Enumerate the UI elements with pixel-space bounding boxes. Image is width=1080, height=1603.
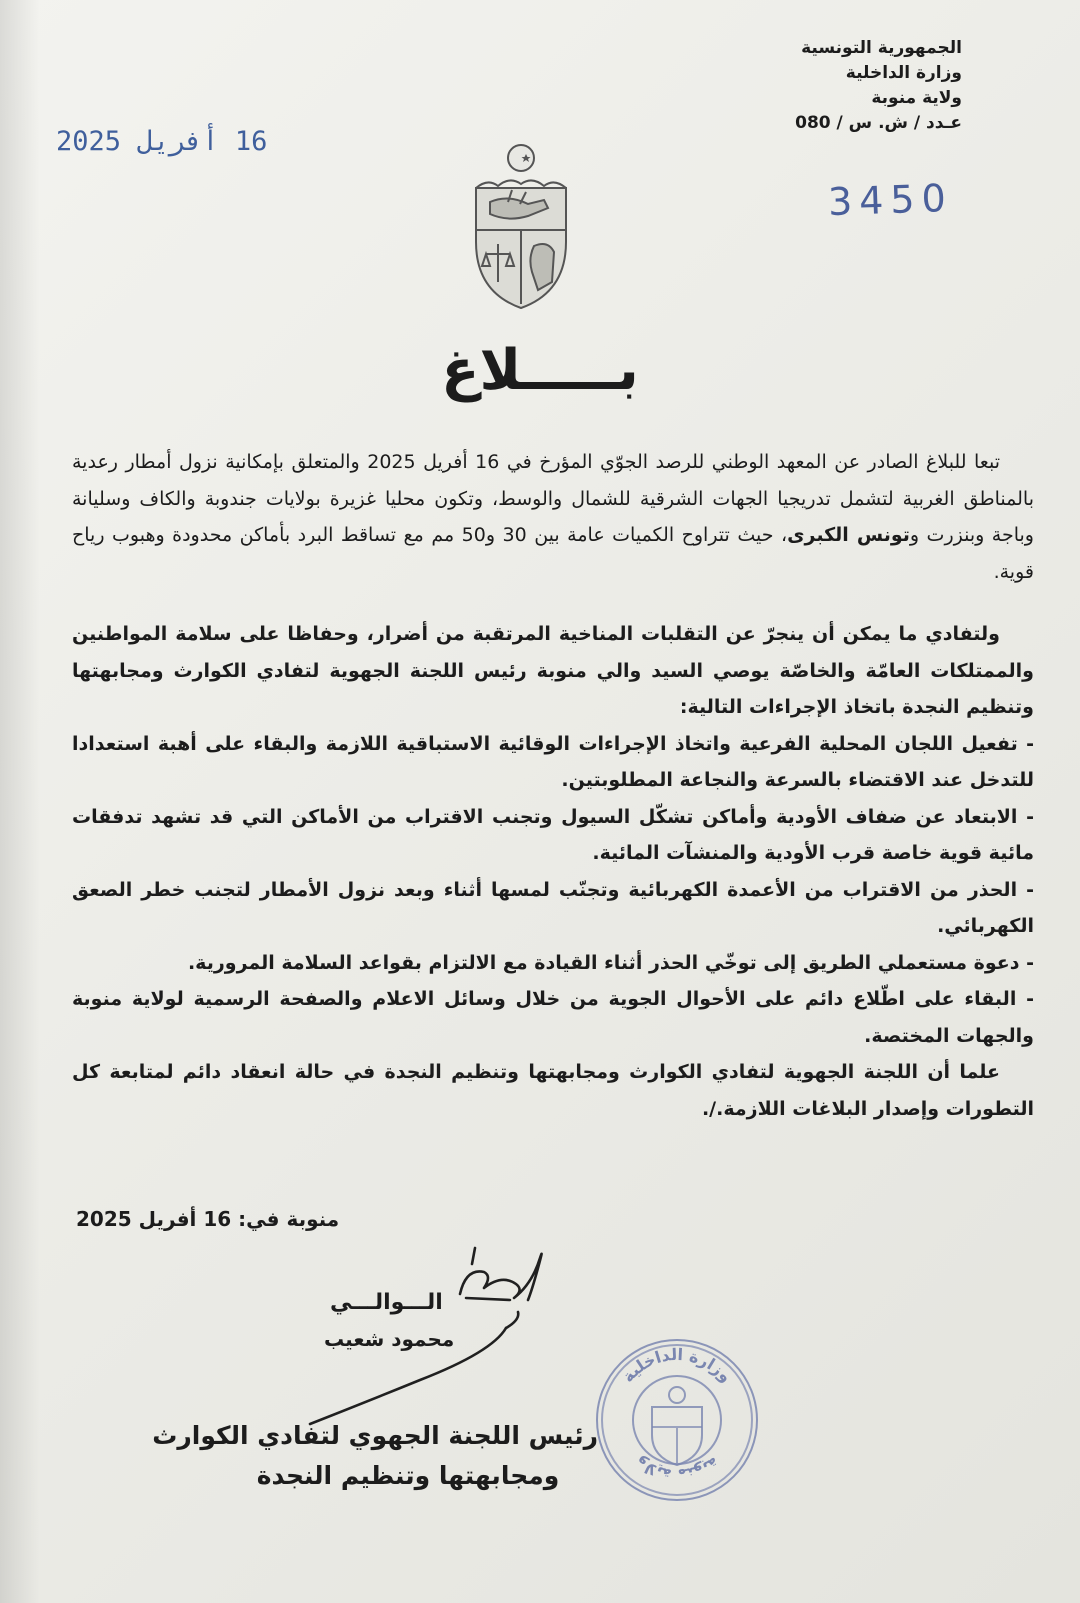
governor-title: الـــوالـــي — [330, 1290, 443, 1315]
seal-ring-bottom-text: ولاية منوبة — [631, 1453, 723, 1484]
closing-paragraph: علما أن اللجنة الجهوية لتفادي الكوارث ومجابهتها وتنظيم النجدة في حالة انعقاد دائم لمتابعة كل التطورات وإصدار البلاغات اللازمة./. — [72, 1061, 1034, 1120]
measure-item: - الحذر من الاقتراب من الأعمدة الكهربائية وتجنّب لمسها أثناء وبعد نزول الأمطار لتجنب خطر الصعق الكهربائي. — [72, 878, 1034, 937]
document-body — [72, 444, 1034, 1127]
committee-title-line-2: ومجابهتها وتنظيم النجدة — [256, 1461, 560, 1490]
received-date-stamp: 16 أفريل 2025 — [56, 126, 268, 157]
committee-title-line-1: رئيس اللجنة الجهوي لتفادي الكوارث — [152, 1421, 598, 1450]
governor-name: محمود شعيب — [324, 1327, 455, 1351]
letterhead-country: الجمهورية التونسية — [801, 38, 962, 58]
letterhead — [662, 36, 962, 136]
intro-text-bold: تونس الكبرى — [787, 524, 910, 546]
letterhead-governorate: ولاية منوبة — [871, 88, 962, 108]
measure-item: - الابتعاد عن ضفاف الأودية وأماكن تشكّل السيول وتجنب الاقتراب من الأماكن التي قد تشهد تدفقات مائية قوية خاصة قرب الأودية والمنشآت المائية. — [72, 805, 1034, 864]
signature-icon — [270, 1228, 600, 1428]
intro-text-2: ، حيث تتراوح الكميات عامة بين 30 و50 مم مع تساقط البرد بأماكن محدودة وهبوب رياح قوية. — [72, 524, 1034, 583]
seal-ring-top-text: وزارة الداخلية — [618, 1344, 736, 1386]
reference-number: عـدد / ش. س / 080 — [795, 113, 962, 133]
committee-title — [152, 1416, 598, 1496]
recommendation-paragraph: ولتفادي ما يمكن أن ينجرّ عن التقلبات المناخية المرتقبة من أضرار، وحفاظا على سلامة المواطنين والممتلكات العامّة والخاصّة يوصي السيد والي منوبة رئيس اللجنة الجهوية لتفادي الكوارث ومجابهتها وتنظيم النجدة باتخاذ الإجراءات التالية: — [72, 623, 1034, 718]
document-title: بـــــلاغ — [441, 338, 639, 403]
intro-paragraph — [72, 444, 1034, 590]
measure-item: - دعوة مستعملي الطريق إلى توخّي الحذر أثناء القيادة مع الالتزام بقواعد السلامة المرورية. — [187, 951, 1034, 974]
handwritten-registration-number: 3450 — [827, 175, 954, 225]
measure-item: - تفعيل اللجان المحلية الفرعية واتخاذ الإجراءات الوقائية الاستباقية اللازمة والبقاء على أهبة استعدادا للتدخل عند الاقتضاء بالسرعة والنجاعة المطلوبتين. — [72, 732, 1034, 791]
official-seal-icon — [592, 1335, 762, 1505]
measures-list — [72, 726, 1034, 1055]
letterhead-ministry: وزارة الداخلية — [845, 63, 962, 83]
tunisia-coat-of-arms-icon — [468, 142, 574, 312]
intro-text-1: تبعا للبلاغ الصادر عن المعهد الوطني للرصد الجوّي المؤرخ في 16 أفريل 2025 والمتعلق بإمكانية نزول أمطار رعدية بالمناطق الغربية لتشمل تدريجيا الجهات الشرقية للشمال والوسط، وتكون محليا غزيرة بولايات جندوبة والكاف وسليانة وباجة وبنزرت و — [72, 451, 1034, 546]
measure-item: - البقاء على اطّلاع دائم على الأحوال الجوية من خلال وسائل الاعلام والصفحة الرسمية لولاية منوبة والجهات المختصة. — [72, 988, 1034, 1047]
place-and-date: منوبة في: 16 أفريل 2025 — [76, 1207, 340, 1231]
